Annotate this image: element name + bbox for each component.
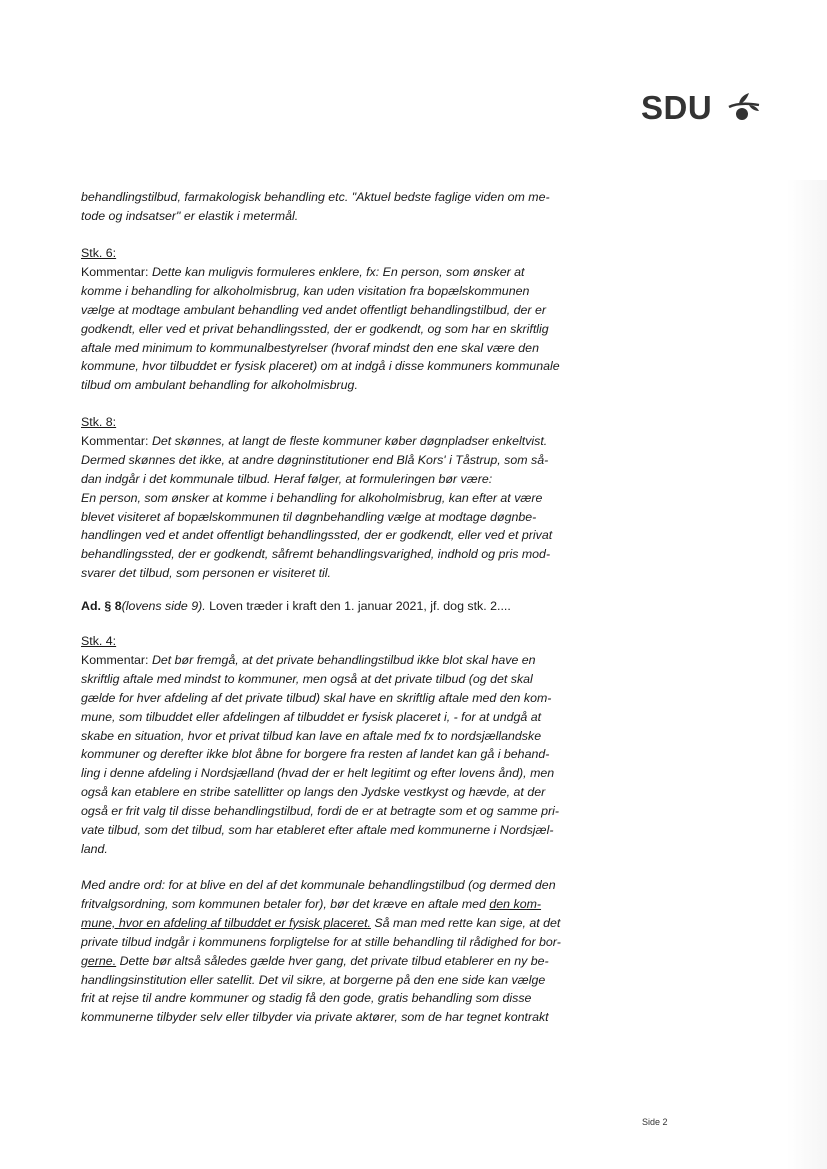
comment-text: Det skønnes, at langt de fleste kommuner køber døgnpladser enkeltvist. [151,433,548,448]
ad8-italic: (lovens side 9). [121,599,206,613]
text-line: skriftlig aftale med mindst to kommuner, men også at det private tilbud (og det skal [81,671,533,686]
text-line: vate tilbud, som det tilbud, som har etableret efter aftale med kommunerne i Nordsjæl- [81,823,554,838]
logo-text: SDU [641,89,713,126]
text-line: blevet visiteret af bopælskommunen til døgnbehandling vælge at modtage døgnbe- [81,509,537,524]
text-line: land. [81,841,108,856]
text-line: kommunerne tilbyder selv eller tilbyder via private aktører, som de har tegnet kontrakt [81,1010,549,1025]
text-line: handlingsinstitution eller satellit. Det vil sikre, at borgerne på den ene side kan vælge [81,972,546,987]
underlined-text: mune, hvor en afdeling af tilbuddet er fysisk placeret. [81,915,371,930]
text-line: ling i denne afdeling i Nordsjælland (hvad der er helt legitimt og efter lovens ånd), men [81,766,555,781]
comment-prefix: Kommentar: [81,264,152,279]
text-line: godkendt, eller ved et privat behandlingssted, der er godkendt, og som har en skriftlig [81,321,549,336]
comment-prefix: Kommentar: [81,652,152,667]
text-line: frit at rejse til andre kommuner og stadig få den gode, gratis behandling som disse [81,991,532,1006]
text-line [81,914,576,933]
underlined-text: gerne. [81,953,117,968]
text-line: private tilbud indgår i kommunens forpligtelse for at stille behandling til rådighed for bor- [81,934,561,949]
text-line: tilbud om ambulant behandling for alkoholmisbrug. [81,378,358,393]
stk8-section [81,413,576,583]
text-line: handlingen ved et andet offentligt behandlingssted, der er godkendt, eller ved et privat [81,528,553,543]
comment-first-line [81,432,576,451]
text-line: komme i behandling for alkoholmisbrug, kan uden visitation fra bopælskommunen [81,283,530,298]
section-heading: Stk. 8: [81,415,117,429]
text-line: mune, som tilbuddet eller afdelingen af tilbuddet er fysisk placeret i, - for at undgå at [81,709,542,724]
text-line: dan indgår i det kommunale tilbud. Heraf følger, at formuleringen bør være: [81,471,493,486]
ad8-paragraph [81,597,576,616]
stk6-section [81,244,576,395]
stk4-section [81,632,576,859]
text-line [81,952,576,971]
text-line: behandlingssted, der er godkendt, såfremt behandlingsvarighed, indhold og pris mod- [81,547,551,562]
intro-paragraph [81,188,576,226]
comment-prefix: Kommentar: [81,433,152,448]
text-line: Med andre ord: for at blive en del af det kommunale behandlingstilbud (og dermed den [81,878,556,892]
text-line: Dermed skønnes det ikke, at andre døgninstitutioner end Blå Kors' i Tåstrup, som så- [81,452,549,467]
text-line: En person, som ønsker at komme i behandling for alkoholmisbrug, kan efter at være [81,490,543,505]
text-line: kommuner og derefter ikke blot åbne for borgere fra resten af landet kan gå i behand- [81,747,550,762]
olive-branch-icon [727,91,761,125]
text-line [81,895,576,914]
text-span: Dette bør altså således gælde hver gang, det private tilbud etablerer en ny be- [116,953,549,968]
section-heading: Stk. 6: [81,246,117,260]
sdu-logo [641,88,761,128]
text-span: Så man med rette kan sige, at det [370,915,561,930]
text-line: tode og indsatser" er elastik i metermål. [81,208,299,223]
text-line: gælde for hver afdeling af det private tilbud) skal have en skriftlig aftale med den kom- [81,690,552,705]
page-number: Side 2 [642,1117,668,1127]
comment-first-line [81,651,576,670]
ad8-bold: Ad. § 8 [81,599,122,613]
underlined-text: den kom- [489,896,542,911]
text-line: kommune, hvor tilbuddet er fysisk placeret) om at indgå i disse kommuners kommunale [81,359,560,374]
text-line: også er frit valg til disse behandlingstilbud, fordi de er at betragte som et og samme pri- [81,804,559,819]
text-span: fritvalgsordning, som kommunen betaler for), bør det kræve en aftale med [81,896,490,911]
comment-text: Det bør fremgå, at det private behandlingstilbud ikke blot skal have en [151,652,536,667]
ad8-line [81,597,576,616]
text-line: vælge at modtage ambulant behandling ved andet offentligt behandlingstilbud, der er [81,302,546,317]
text-line: aftale med minimum to kommunalbestyrelser (hvoraf mindst den ene skal være den [81,340,539,355]
comment-text: Dette kan muligvis formuleres enklere, fx: En person, som ønsker at [151,264,525,279]
text-line: også kan etablere en stribe satellitter op langs den Jydske vestkyst og hævde, at der [81,785,546,800]
other-words-paragraph [81,876,576,1027]
section-heading: Stk. 4: [81,634,117,648]
ad8-rest: Loven træder i kraft den 1. januar 2021, jf. dog stk. 2.... [205,599,511,613]
text-line: behandlingstilbud, farmakologisk behandling etc. "Aktuel bedste faglige viden om me- [81,190,550,204]
text-line: skabe en situation, hvor et privat tilbud kan lave en aftale med fx to nordsjællandske [81,728,542,743]
scan-edge-shadow [787,180,827,1169]
comment-first-line [81,263,576,282]
text-line: svarer det tilbud, som personen er visiteret til. [81,566,331,581]
